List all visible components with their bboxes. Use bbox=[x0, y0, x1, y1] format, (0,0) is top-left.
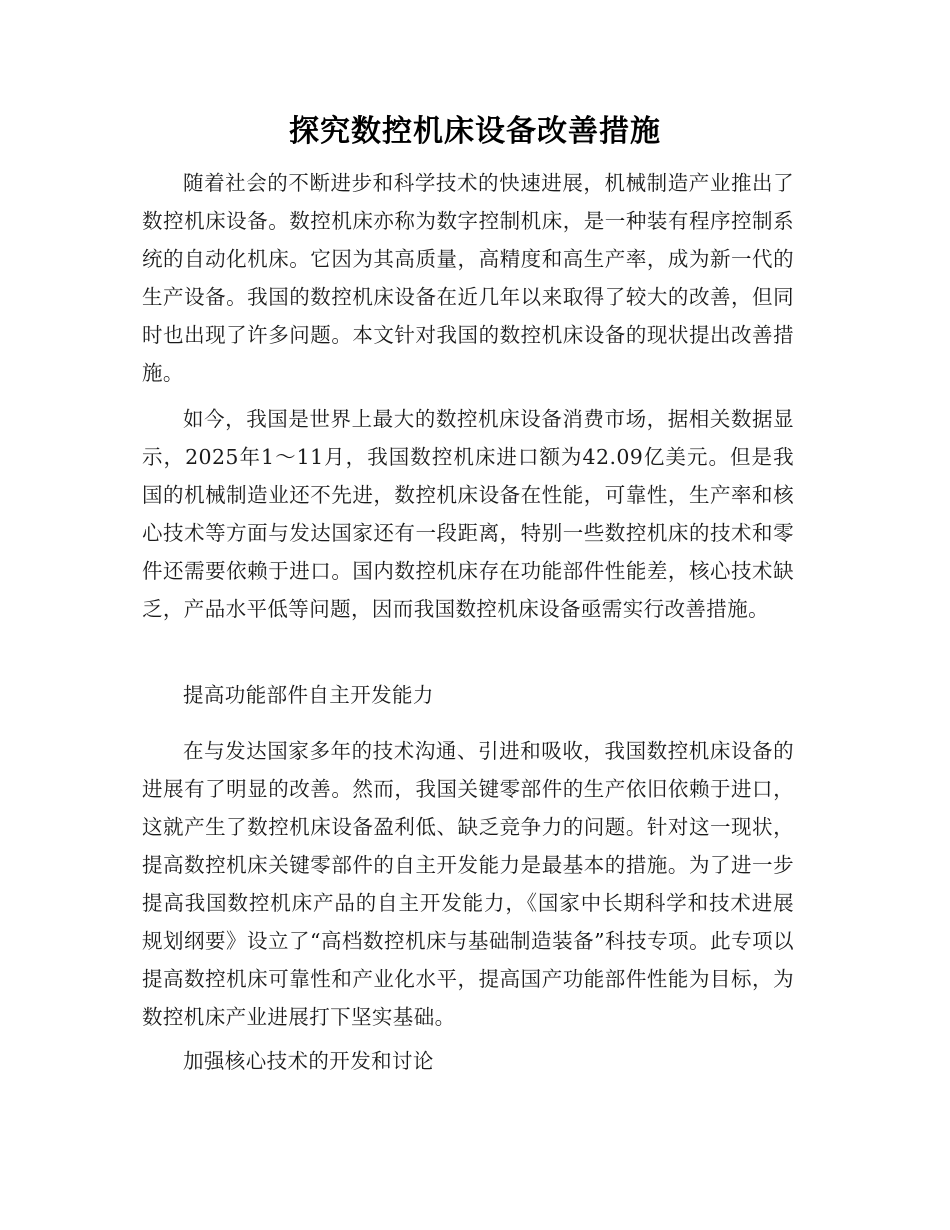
paragraph-intro: 随着社会的不断进步和科学技术的快速进展，机械制造产业推出了数控机床设备。数控机床亦称为数字控制机床，是一种装有程序控制系统的自动化机床。它因为其高质量，高精度和高生产率，成为新一代的生产设备。我国的数控机床设备在近几年以来取得了较大的改善，但同时也出现了许多问题。本文针对我国的数控机床设备的现状提出改善措施。 bbox=[142, 171, 794, 385]
section-heading-core-technology: 加强核心技术的开发和讨论 bbox=[183, 1049, 434, 1073]
section-heading-functional-parts: 提高功能部件自主开发能力 bbox=[183, 683, 434, 707]
paragraph-functional-parts: 在与发达国家多年的技术沟通、引进和吸收，我国数控机床设备的进展有了明显的改善。然而，我国关键零部件的生产依旧依赖于进口，这就产生了数控机床设备盈利低、缺乏竞争力的问题。针对这一现状，提高数控机床关键零部件的自主开发能力是最基本的措施。为了进一步提高我国数控机床产品的自主开发能力，《国家中长期科学和技术进展规划纲要》设立了“高档数控机床与基础制造装备”科技专项。此专项以提高数控机床可靠性和产业化水平，提高国产功能部件性能为目标，为数控机床产业进展打下坚实基础。 bbox=[142, 739, 794, 1029]
document-title: 探究数控机床设备改善措施 bbox=[289, 114, 661, 149]
paragraph-market: 如今，我国是世界上最大的数控机床设备消费市场，据相关数据显示，2025年1～11月，我国数控机床进口额为42.09亿美元。但是我国的机械制造业还不先进，数控机床设备在性能，可靠性，生产率和核心技术等方面与发达国家还有一段距离，特别一些数控机床的技术和零件还需要依赖于进口。国内数控机床存在功能部件性能差，核心技术缺乏，产品水平低等问题，因而我国数控机床设备亟需实行改善措施。 bbox=[142, 407, 794, 621]
